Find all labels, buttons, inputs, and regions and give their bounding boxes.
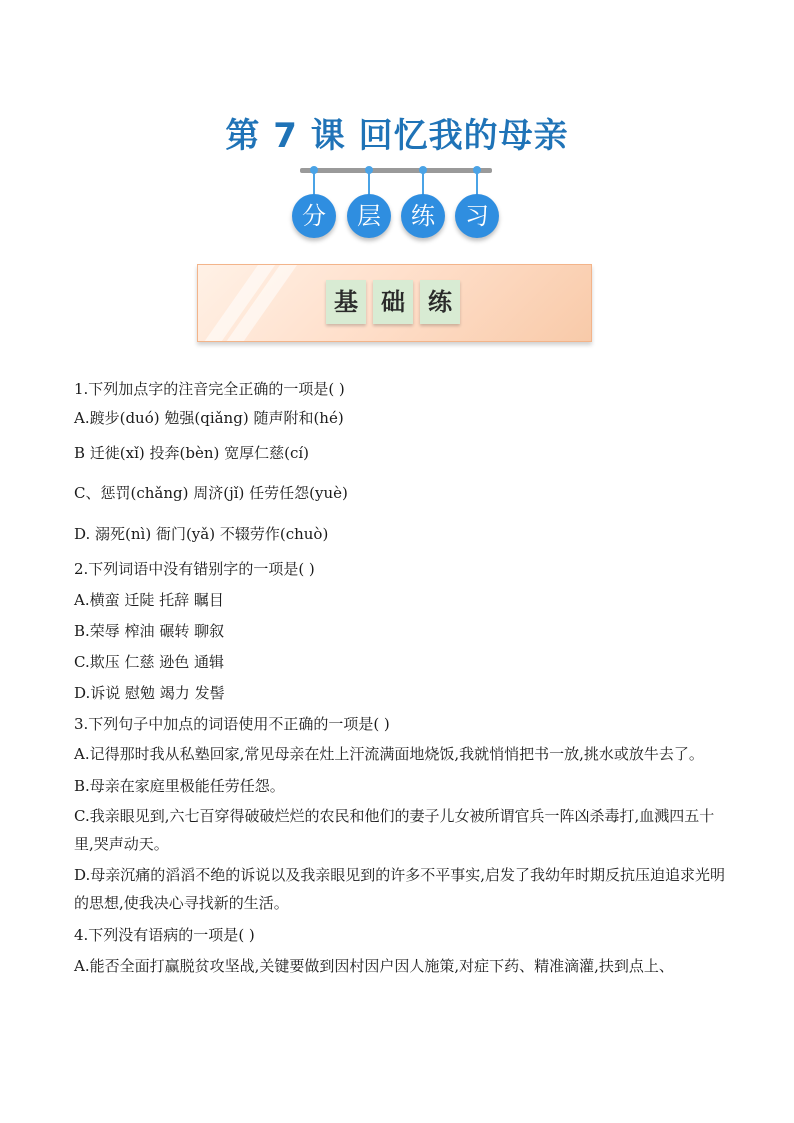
title-rail-decoration: [300, 168, 492, 173]
option-1c: C、惩罚(chǎng) 周济(jǐ) 任劳任怨(yuè): [74, 484, 348, 502]
option-2b: B.荣辱 榨油 碾转 聊叙: [74, 622, 225, 640]
option-3c: C.我亲眼见到,六七百穿得破破烂烂的农民和他们的妻子儿女被所谓官兵一阵凶杀毒打,血溅四五十里,哭声动天。: [74, 807, 715, 853]
option-3b: B.母亲在家庭里极能任劳任怨。: [74, 777, 285, 795]
section-circle-2: 层: [347, 194, 391, 238]
option-2c: C.欺压 仁慈 逊色 通辑: [74, 653, 225, 671]
banner-tile-2: 础: [373, 280, 413, 324]
section-circle-4: 习: [455, 194, 499, 238]
option-4a: A.能否全面打赢脱贫攻坚战,关键要做到因村因户因人施策,对症下药、精准滴灌,扶到点上、: [74, 957, 674, 975]
option-2d: D.诉说 慰勉 竭力 发髻: [74, 684, 225, 702]
section-circle-3: 练: [401, 194, 445, 238]
question-2: 2.下列词语中没有错别字的一项是( ): [74, 560, 315, 578]
question-4: 4.下列没有语病的一项是( ): [74, 926, 255, 944]
section-banner: [197, 264, 592, 342]
option-3a: A.记得那时我从私塾回家,常见母亲在灶上汗流满面地烧饭,我就悄悄把书一放,挑水或放牛去了。: [74, 745, 704, 763]
banner-tile-3: 练: [420, 280, 460, 324]
option-3d: D.母亲沉痛的滔滔不绝的诉说以及我亲眼见到的许多不平事实,启发了我幼年时期反抗压迫追求光明的思想,使我决心寻找新的生活。: [74, 866, 726, 912]
page-title: 第 7 课 回忆我的母亲: [225, 116, 569, 156]
option-1d: D. 溺死(nì) 衙门(yǎ) 不辍劳作(chuò): [74, 525, 329, 543]
section-circle-1: 分: [292, 194, 336, 238]
question-1: 1.下列加点字的注音完全正确的一项是( ): [74, 380, 345, 398]
option-2a: A.横蛮 迁陡 托辞 瞩目: [74, 591, 224, 609]
option-1b: B 迁徙(xǐ) 投奔(bèn) 宽厚仁慈(cí): [74, 444, 310, 462]
option-1a: A.踱步(duó) 勉强(qiǎng) 随声附和(hé): [74, 409, 344, 427]
exercise-content: [74, 378, 726, 982]
banner-tile-1: 基: [326, 280, 366, 324]
question-3: 3.下列句子中加点的词语使用不正确的一项是( ): [74, 715, 390, 733]
